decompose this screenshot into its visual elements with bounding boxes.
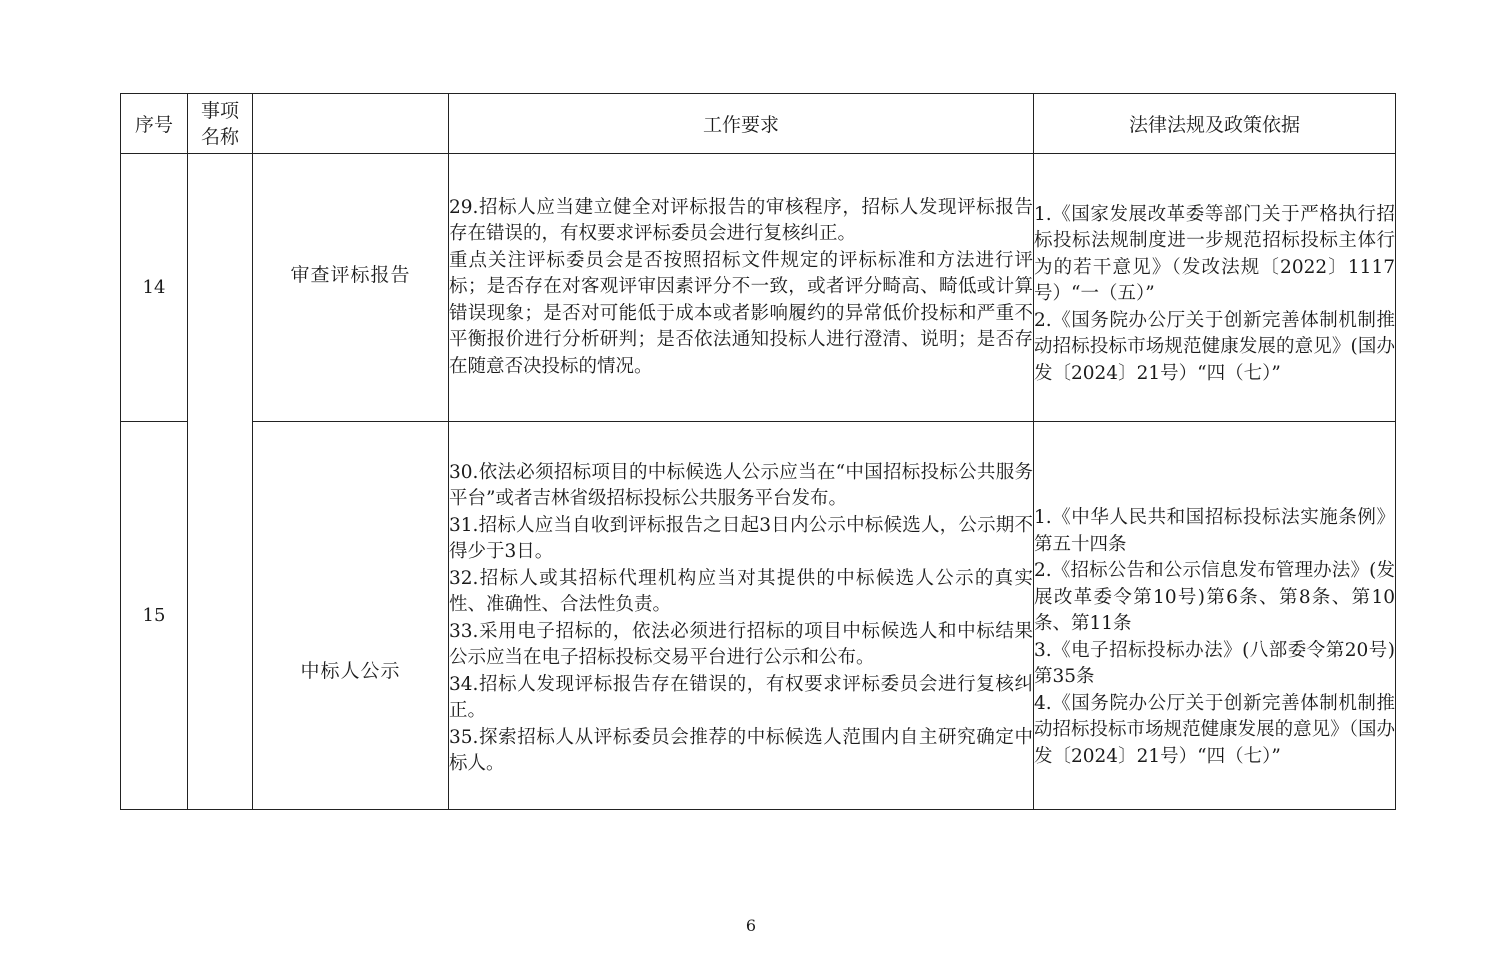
row-requirements <box>449 154 1034 422</box>
requirement-text: 34.招标人发现评标报告存在错误的，有权要求评标委员会进行复核纠正。 <box>449 673 1033 721</box>
law-text: 2.《招标公告和公示信息发布管理办法》(发展改革委令第10号)第6条、第8条、第10条、第11条 <box>1034 560 1395 634</box>
law-text: 4.《国务院办公厅关于创新完善体制机制推动招标投标市场规范健康发展的意见》（国办发〔2024〕21号）“四（七）” <box>1034 692 1395 767</box>
row-item: 中标人公示 <box>253 422 449 810</box>
header-row <box>121 94 1396 154</box>
table-row <box>121 422 1396 810</box>
law-text: 1.《中华人民共和国招标投标法实施条例》第五十四条 <box>1034 507 1395 555</box>
requirement-text: 30.依法必须招标项目的中标候选人公示应当在“中国招标投标公共服务平台”或者吉林省级招标投标公共服务平台发布。 <box>449 461 1033 509</box>
row-legal-basis <box>1034 422 1396 810</box>
table-row <box>121 154 1396 422</box>
header-requirements: 工作要求 <box>449 94 1034 154</box>
policy-table <box>120 93 1396 810</box>
header-number: 序号 <box>121 94 188 154</box>
row-item: 审查评标报告 <box>253 154 449 422</box>
header-item-name-line1: 事项 <box>200 99 239 122</box>
header-item-name <box>188 94 253 154</box>
requirement-text: 35.探索招标人从评标委员会推荐的中标候选人范围内自主研究确定中标人。 <box>449 726 1033 774</box>
row-number: 14 <box>121 154 188 422</box>
header-legal-basis: 法律法规及政策依据 <box>1034 94 1396 154</box>
page-number: 6 <box>745 916 757 935</box>
requirement-text: 31.招标人应当自收到评标报告之日起3日内公示中标候选人，公示期不得少于3日。 <box>449 514 1033 562</box>
requirement-text: 重点关注评标委员会是否按照招标文件规定的评标标准和方法进行评标；是否存在对客观评审因素评分不一致，或者评分畸高、畸低或计算错误现象；是否对可能低于成本或者影响履约的异常低价投标和严重不平衡报价进行分析研判；是否依法通知投标人进行澄清、说明；是否存在随意否决投标的情况。 <box>449 249 1033 377</box>
requirement-text: 33.采用电子招标的，依法必须进行招标的项目中标候选人和中标结果公示应当在电子招标投标交易平台进行公示和公布。 <box>449 620 1033 668</box>
row-requirements <box>449 422 1034 810</box>
requirement-text: 32.招标人或其招标代理机构应当对其提供的中标候选人公示的真实性、准确性、合法性负责。 <box>449 567 1033 615</box>
requirement-text: 29.招标人应当建立健全对评标报告的审核程序，招标人发现评标报告存在错误的，有权要求评标委员会进行复核纠正。 <box>449 196 1033 245</box>
law-text: 3.《电子招标投标办法》(八部委令第20号)第35条 <box>1034 639 1395 687</box>
header-subitem <box>253 94 449 154</box>
law-text: 2.《国务院办公厅关于创新完善体制机制推动招标投标市场规范健康发展的意见》(国办发〔2024〕21号）“四（七）” <box>1034 309 1395 384</box>
row-number: 15 <box>121 422 188 810</box>
header-item-name-line2: 名称 <box>200 125 239 148</box>
row-legal-basis <box>1034 154 1396 422</box>
item-name-cell <box>188 154 253 810</box>
law-text: 1.《国家发展改革委等部门关于严格执行招标投标法规制度进一步规范招标投标主体行为的若干意见》（发改法规〔2022〕1117号）“一（五）” <box>1034 203 1395 305</box>
